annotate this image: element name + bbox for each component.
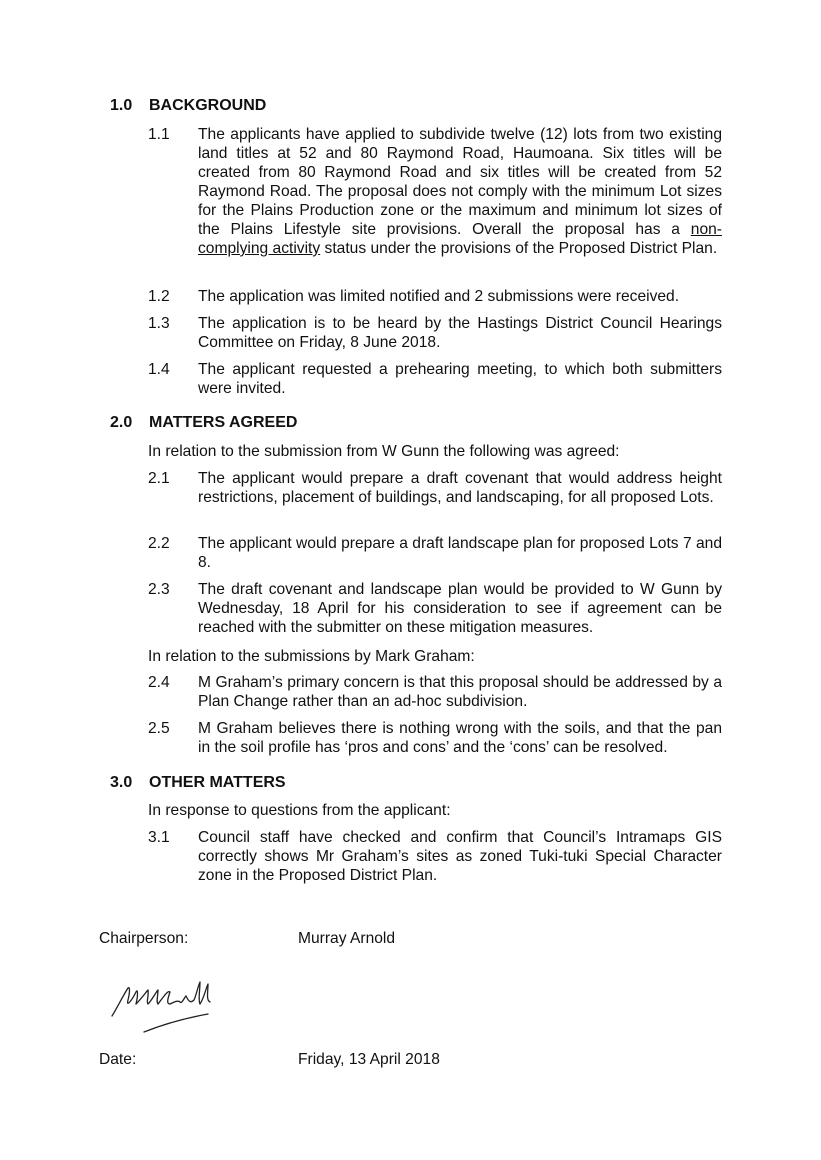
section-title: OTHER MATTERS <box>149 774 286 791</box>
item-number: 1.3 <box>148 315 170 332</box>
list-item-2-4 <box>148 673 722 711</box>
list-item-3-1 <box>148 828 722 885</box>
item-text: The applicant would prepare a draft landscape plan for proposed Lots 7 and 8. <box>198 535 722 571</box>
item-text: M Graham’s primary concern is that this proposal should be addressed by a Plan Change rather than an ad-hoc subdivision. <box>198 674 722 710</box>
date-value: Friday, 13 April 2018 <box>298 1051 440 1068</box>
item-text: The application was limited notified and 2 submissions were received. <box>198 288 680 305</box>
item-number: 2.2 <box>148 535 170 552</box>
list-item-1-4 <box>148 360 722 398</box>
section-heading-background <box>110 97 266 115</box>
item-text: The application is to be heard by the Hastings District Council Hearings Committee on Friday, 8 June 2018. <box>198 315 722 351</box>
section-number: 2.0 <box>110 414 133 431</box>
item-text: The applicant requested a prehearing meeting, to which both submitters were invited. <box>198 361 722 397</box>
item-text: The draft covenant and landscape plan would be provided to W Gunn by Wednesday, 18 April for his consideration to see if agreement can be reached with the submitter on these mitigation measures. <box>198 581 722 636</box>
section-intro: In response to questions from the applicant: <box>148 802 451 819</box>
section-title: BACKGROUND <box>149 97 267 114</box>
list-item-2-5 <box>148 719 722 757</box>
section-intro: In relation to the submissions by Mark Graham: <box>148 648 475 665</box>
section-number: 1.0 <box>110 97 133 114</box>
item-text: The applicant would prepare a draft covenant that would address height restrictions, placement of buildings, and landscaping, for all proposed Lots. <box>198 470 722 506</box>
section-intro: In relation to the submission from W Gunn the following was agreed: <box>148 443 620 460</box>
item-number: 1.1 <box>148 126 170 143</box>
item-text: The applicants have applied to subdivide twelve (12) lots from two existing land titles at 52 and 80 Raymond Road, Haumoana. Six titles will be created from 80 Raymond Road and six titles will be created from 52 Raymond Road. The proposal does not comply with the minimum Lot sizes for the Plains Production zone or the maximum and minimum lot sizes of the Plains Lifestyle site provisions. Overall the proposal has a non-complying activity status under the provisions of the Proposed District Plan. <box>198 126 722 257</box>
date-label: Date: <box>99 1051 137 1068</box>
item-number: 2.3 <box>148 581 170 598</box>
chair-name: Murray Arnold <box>298 930 396 947</box>
section-number: 3.0 <box>110 774 133 791</box>
signature-image <box>108 978 228 1038</box>
item-number: 2.5 <box>148 720 170 737</box>
list-item-1-1 <box>148 125 722 258</box>
underlined-term: non-complying activity <box>198 221 722 257</box>
item-text: Council staff have checked and confirm that Council’s Intramaps GIS correctly shows Mr Graham’s sites as zoned Tuki-tuki Special Character zone in the Proposed District Plan. <box>198 829 722 884</box>
item-text: M Graham believes there is nothing wrong with the soils, and that the pan in the soil profile has ‘pros and cons’ and the ‘cons’ can be resolved. <box>198 720 722 756</box>
item-number: 2.1 <box>148 470 170 487</box>
chair-label: Chairperson: <box>99 930 189 947</box>
item-number: 3.1 <box>148 829 170 846</box>
list-item-1-3 <box>148 314 722 352</box>
list-item-1-2 <box>148 287 722 306</box>
section-title: MATTERS AGREED <box>149 414 298 431</box>
list-item-2-1 <box>148 469 722 507</box>
item-number: 1.2 <box>148 288 170 305</box>
section-heading-matters-agreed <box>110 414 297 432</box>
list-item-2-2 <box>148 534 722 572</box>
item-number: 1.4 <box>148 361 170 378</box>
item-number: 2.4 <box>148 674 170 691</box>
list-item-2-3 <box>148 580 722 637</box>
section-heading-other-matters <box>110 774 286 792</box>
